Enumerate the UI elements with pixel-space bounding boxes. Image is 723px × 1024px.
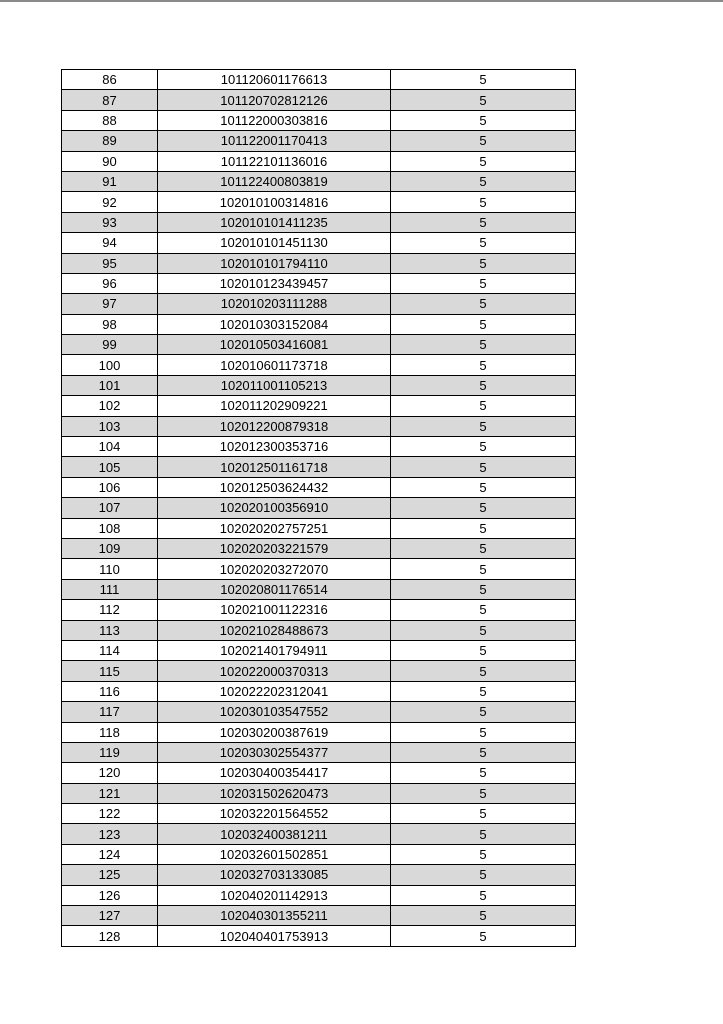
row-number-cell: 128 [62,926,158,946]
row-number-cell: 108 [62,518,158,538]
table-row [62,865,576,885]
id-number-cell: 102020203272070 [158,559,391,579]
row-number-cell: 104 [62,437,158,457]
score-cell: 5 [391,538,576,558]
table-row [62,742,576,762]
id-number-cell: 102020100356910 [158,498,391,518]
table-row [62,355,576,375]
score-cell: 5 [391,498,576,518]
id-number-cell: 102020202757251 [158,518,391,538]
id-number-cell: 102030400354417 [158,763,391,783]
score-cell: 5 [391,110,576,130]
table-row [62,722,576,742]
score-cell: 5 [391,375,576,395]
table-row [62,824,576,844]
id-number-cell: 102021001122316 [158,600,391,620]
id-number-cell: 102032601502851 [158,844,391,864]
table-row [62,70,576,90]
score-cell: 5 [391,457,576,477]
table-row [62,233,576,253]
score-cell: 5 [391,702,576,722]
row-number-cell: 103 [62,416,158,436]
id-number-cell: 102021028488673 [158,620,391,640]
id-number-cell: 102010601173718 [158,355,391,375]
score-cell: 5 [391,722,576,742]
score-cell: 5 [391,559,576,579]
score-cell: 5 [391,70,576,90]
row-number-cell: 90 [62,151,158,171]
score-cell: 5 [391,90,576,110]
score-cell: 5 [391,763,576,783]
row-number-cell: 97 [62,294,158,314]
score-cell: 5 [391,600,576,620]
row-number-cell: 116 [62,681,158,701]
id-number-cell: 102022000370313 [158,661,391,681]
score-cell: 5 [391,416,576,436]
score-cell: 5 [391,783,576,803]
id-number-cell: 102030302554377 [158,742,391,762]
table-row [62,498,576,518]
table-row [62,294,576,314]
table-row [62,804,576,824]
row-number-cell: 124 [62,844,158,864]
id-number-cell: 102030200387619 [158,722,391,742]
score-cell: 5 [391,273,576,293]
score-cell: 5 [391,640,576,660]
table-row [62,640,576,660]
id-number-cell: 102012200879318 [158,416,391,436]
table-row [62,926,576,946]
id-number-cell: 101120601176613 [158,70,391,90]
table-row [62,273,576,293]
table-row [62,661,576,681]
table-row [62,844,576,864]
id-number-cell: 102010101411235 [158,212,391,232]
id-number-cell: 102010123439457 [158,273,391,293]
id-number-cell: 102012300353716 [158,437,391,457]
id-number-cell: 102032400381211 [158,824,391,844]
score-cell: 5 [391,396,576,416]
table-row [62,253,576,273]
row-number-cell: 89 [62,131,158,151]
table-row [62,702,576,722]
table-row [62,457,576,477]
row-number-cell: 114 [62,640,158,660]
table-row [62,171,576,191]
table-body [62,70,576,947]
row-number-cell: 109 [62,538,158,558]
score-table [61,69,576,947]
table-row [62,151,576,171]
id-number-cell: 102010101794110 [158,253,391,273]
id-number-cell: 102010101451130 [158,233,391,253]
table-row [62,314,576,334]
table-row [62,518,576,538]
row-number-cell: 101 [62,375,158,395]
score-cell: 5 [391,885,576,905]
row-number-cell: 100 [62,355,158,375]
score-cell: 5 [391,233,576,253]
table-row [62,416,576,436]
id-number-cell: 101122000303816 [158,110,391,130]
table-row [62,538,576,558]
id-number-cell: 102010503416081 [158,335,391,355]
table-row [62,763,576,783]
score-cell: 5 [391,355,576,375]
score-cell: 5 [391,824,576,844]
id-number-cell: 102022202312041 [158,681,391,701]
row-number-cell: 125 [62,865,158,885]
table-row [62,477,576,497]
score-cell: 5 [391,681,576,701]
row-number-cell: 111 [62,579,158,599]
id-number-cell: 102020801176514 [158,579,391,599]
row-number-cell: 112 [62,600,158,620]
row-number-cell: 117 [62,702,158,722]
row-number-cell: 127 [62,906,158,926]
row-number-cell: 115 [62,661,158,681]
table-row [62,579,576,599]
id-number-cell: 101122001170413 [158,131,391,151]
table-row [62,110,576,130]
row-number-cell: 94 [62,233,158,253]
score-cell: 5 [391,477,576,497]
score-cell: 5 [391,131,576,151]
score-cell: 5 [391,926,576,946]
table-row [62,437,576,457]
id-number-cell: 102020203221579 [158,538,391,558]
score-cell: 5 [391,335,576,355]
id-number-cell: 101122400803819 [158,171,391,191]
row-number-cell: 118 [62,722,158,742]
score-cell: 5 [391,844,576,864]
id-number-cell: 102010303152084 [158,314,391,334]
table-row [62,885,576,905]
score-cell: 5 [391,171,576,191]
score-cell: 5 [391,437,576,457]
score-cell: 5 [391,212,576,232]
row-number-cell: 121 [62,783,158,803]
row-number-cell: 126 [62,885,158,905]
table-row [62,783,576,803]
score-cell: 5 [391,518,576,538]
table-row [62,906,576,926]
row-number-cell: 105 [62,457,158,477]
table-row [62,620,576,640]
row-number-cell: 122 [62,804,158,824]
id-number-cell: 102032201564552 [158,804,391,824]
row-number-cell: 91 [62,171,158,191]
row-number-cell: 99 [62,335,158,355]
row-number-cell: 93 [62,212,158,232]
score-cell: 5 [391,865,576,885]
table-row [62,375,576,395]
score-cell: 5 [391,620,576,640]
row-number-cell: 88 [62,110,158,130]
row-number-cell: 113 [62,620,158,640]
row-number-cell: 102 [62,396,158,416]
score-cell: 5 [391,151,576,171]
id-number-cell: 102040301355211 [158,906,391,926]
table-row [62,681,576,701]
row-number-cell: 120 [62,763,158,783]
table-row [62,600,576,620]
table-row [62,212,576,232]
table-row [62,396,576,416]
row-number-cell: 119 [62,742,158,762]
score-cell: 5 [391,742,576,762]
id-number-cell: 101120702812126 [158,90,391,110]
id-number-cell: 102040401753913 [158,926,391,946]
id-number-cell: 102011202909221 [158,396,391,416]
row-number-cell: 110 [62,559,158,579]
id-number-cell: 102032703133085 [158,865,391,885]
id-number-cell: 102012501161718 [158,457,391,477]
row-number-cell: 87 [62,90,158,110]
score-cell: 5 [391,661,576,681]
score-cell: 5 [391,294,576,314]
table-row [62,335,576,355]
score-cell: 5 [391,253,576,273]
score-cell: 5 [391,804,576,824]
id-number-cell: 101122101136016 [158,151,391,171]
table-row [62,559,576,579]
id-number-cell: 102040201142913 [158,885,391,905]
row-number-cell: 96 [62,273,158,293]
score-cell: 5 [391,192,576,212]
table-row [62,131,576,151]
row-number-cell: 98 [62,314,158,334]
row-number-cell: 107 [62,498,158,518]
score-cell: 5 [391,579,576,599]
score-cell: 5 [391,314,576,334]
table-row [62,192,576,212]
table-row [62,90,576,110]
row-number-cell: 123 [62,824,158,844]
id-number-cell: 102021401794911 [158,640,391,660]
score-cell: 5 [391,906,576,926]
id-number-cell: 102010100314816 [158,192,391,212]
row-number-cell: 86 [62,70,158,90]
row-number-cell: 106 [62,477,158,497]
id-number-cell: 102011001105213 [158,375,391,395]
id-number-cell: 102010203111288 [158,294,391,314]
id-number-cell: 102030103547552 [158,702,391,722]
row-number-cell: 95 [62,253,158,273]
id-number-cell: 102012503624432 [158,477,391,497]
id-number-cell: 102031502620473 [158,783,391,803]
row-number-cell: 92 [62,192,158,212]
